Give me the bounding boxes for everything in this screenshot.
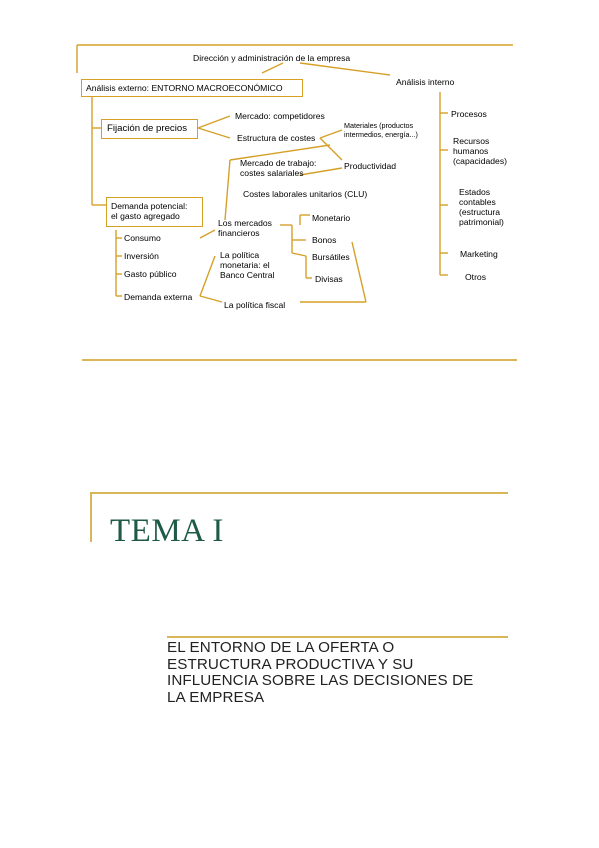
politica-mon-label: La política monetaria: el Banco Central xyxy=(220,250,275,280)
mercado-trabajo-label: Mercado de trabajo: costes salariales xyxy=(240,158,317,178)
cover-subtitle xyxy=(167,640,473,706)
cover-left-rule xyxy=(90,492,92,542)
diagram-bottom-rule xyxy=(82,359,517,361)
marketing-label: Marketing xyxy=(460,249,498,259)
divisas-label: Divisas xyxy=(315,274,343,284)
productividad-label: Productividad xyxy=(344,161,397,171)
consumo-label: Consumo xyxy=(124,233,161,243)
subtitle-rule xyxy=(167,636,508,638)
bonos-label: Bonos xyxy=(312,235,337,245)
subtitle-line: LA EMPRESA xyxy=(167,688,265,706)
externo-label: Análisis externo: ENTORNO MACROECONÓMICO xyxy=(86,83,283,93)
interno-label: Análisis interno xyxy=(396,77,455,87)
monetario-label: Monetario xyxy=(312,213,351,223)
mercado-comp-label: Mercado: competidores xyxy=(235,111,325,121)
otros-label: Otros xyxy=(465,272,487,282)
estados-label: Estados contables (estructura patrimonial) xyxy=(459,187,504,227)
clu-label: Costes laborales unitarios (CLU) xyxy=(243,189,368,199)
procesos-label: Procesos xyxy=(451,109,487,119)
subtitle-line: INFLUENCIA SOBRE LAS DECISIONES DE xyxy=(167,672,474,689)
inversion-label: Inversión xyxy=(124,251,159,261)
gasto-publico-label: Gasto público xyxy=(124,269,177,279)
cover-top-rule xyxy=(90,492,508,494)
top-title-label: Dirección y administración de la empresa xyxy=(193,53,351,63)
fijacion-label: Fijación de precios xyxy=(107,123,187,134)
mercados-fin-label: Los mercados financieros xyxy=(218,218,272,238)
bursatiles-label: Bursátiles xyxy=(312,252,350,262)
estructura-label: Estructura de costes xyxy=(237,133,316,143)
demanda-label: Demanda potencial: el gasto agregado xyxy=(111,201,188,221)
concept-map xyxy=(0,0,599,360)
materiales-label: Materiales (productos intermedios, energía...) xyxy=(344,121,418,139)
subtitle-line: EL ENTORNO DE LA OFERTA O xyxy=(167,639,395,656)
politica-fiscal-label: La política fiscal xyxy=(224,300,286,310)
subtitle-line: ESTRUCTURA PRODUCTIVA Y SU xyxy=(167,655,414,673)
cover-title: TEMA I xyxy=(110,513,224,549)
demanda-externa-label: Demanda externa xyxy=(124,292,193,302)
recursos-label: Recursos humanos (capacidades) xyxy=(453,136,507,166)
